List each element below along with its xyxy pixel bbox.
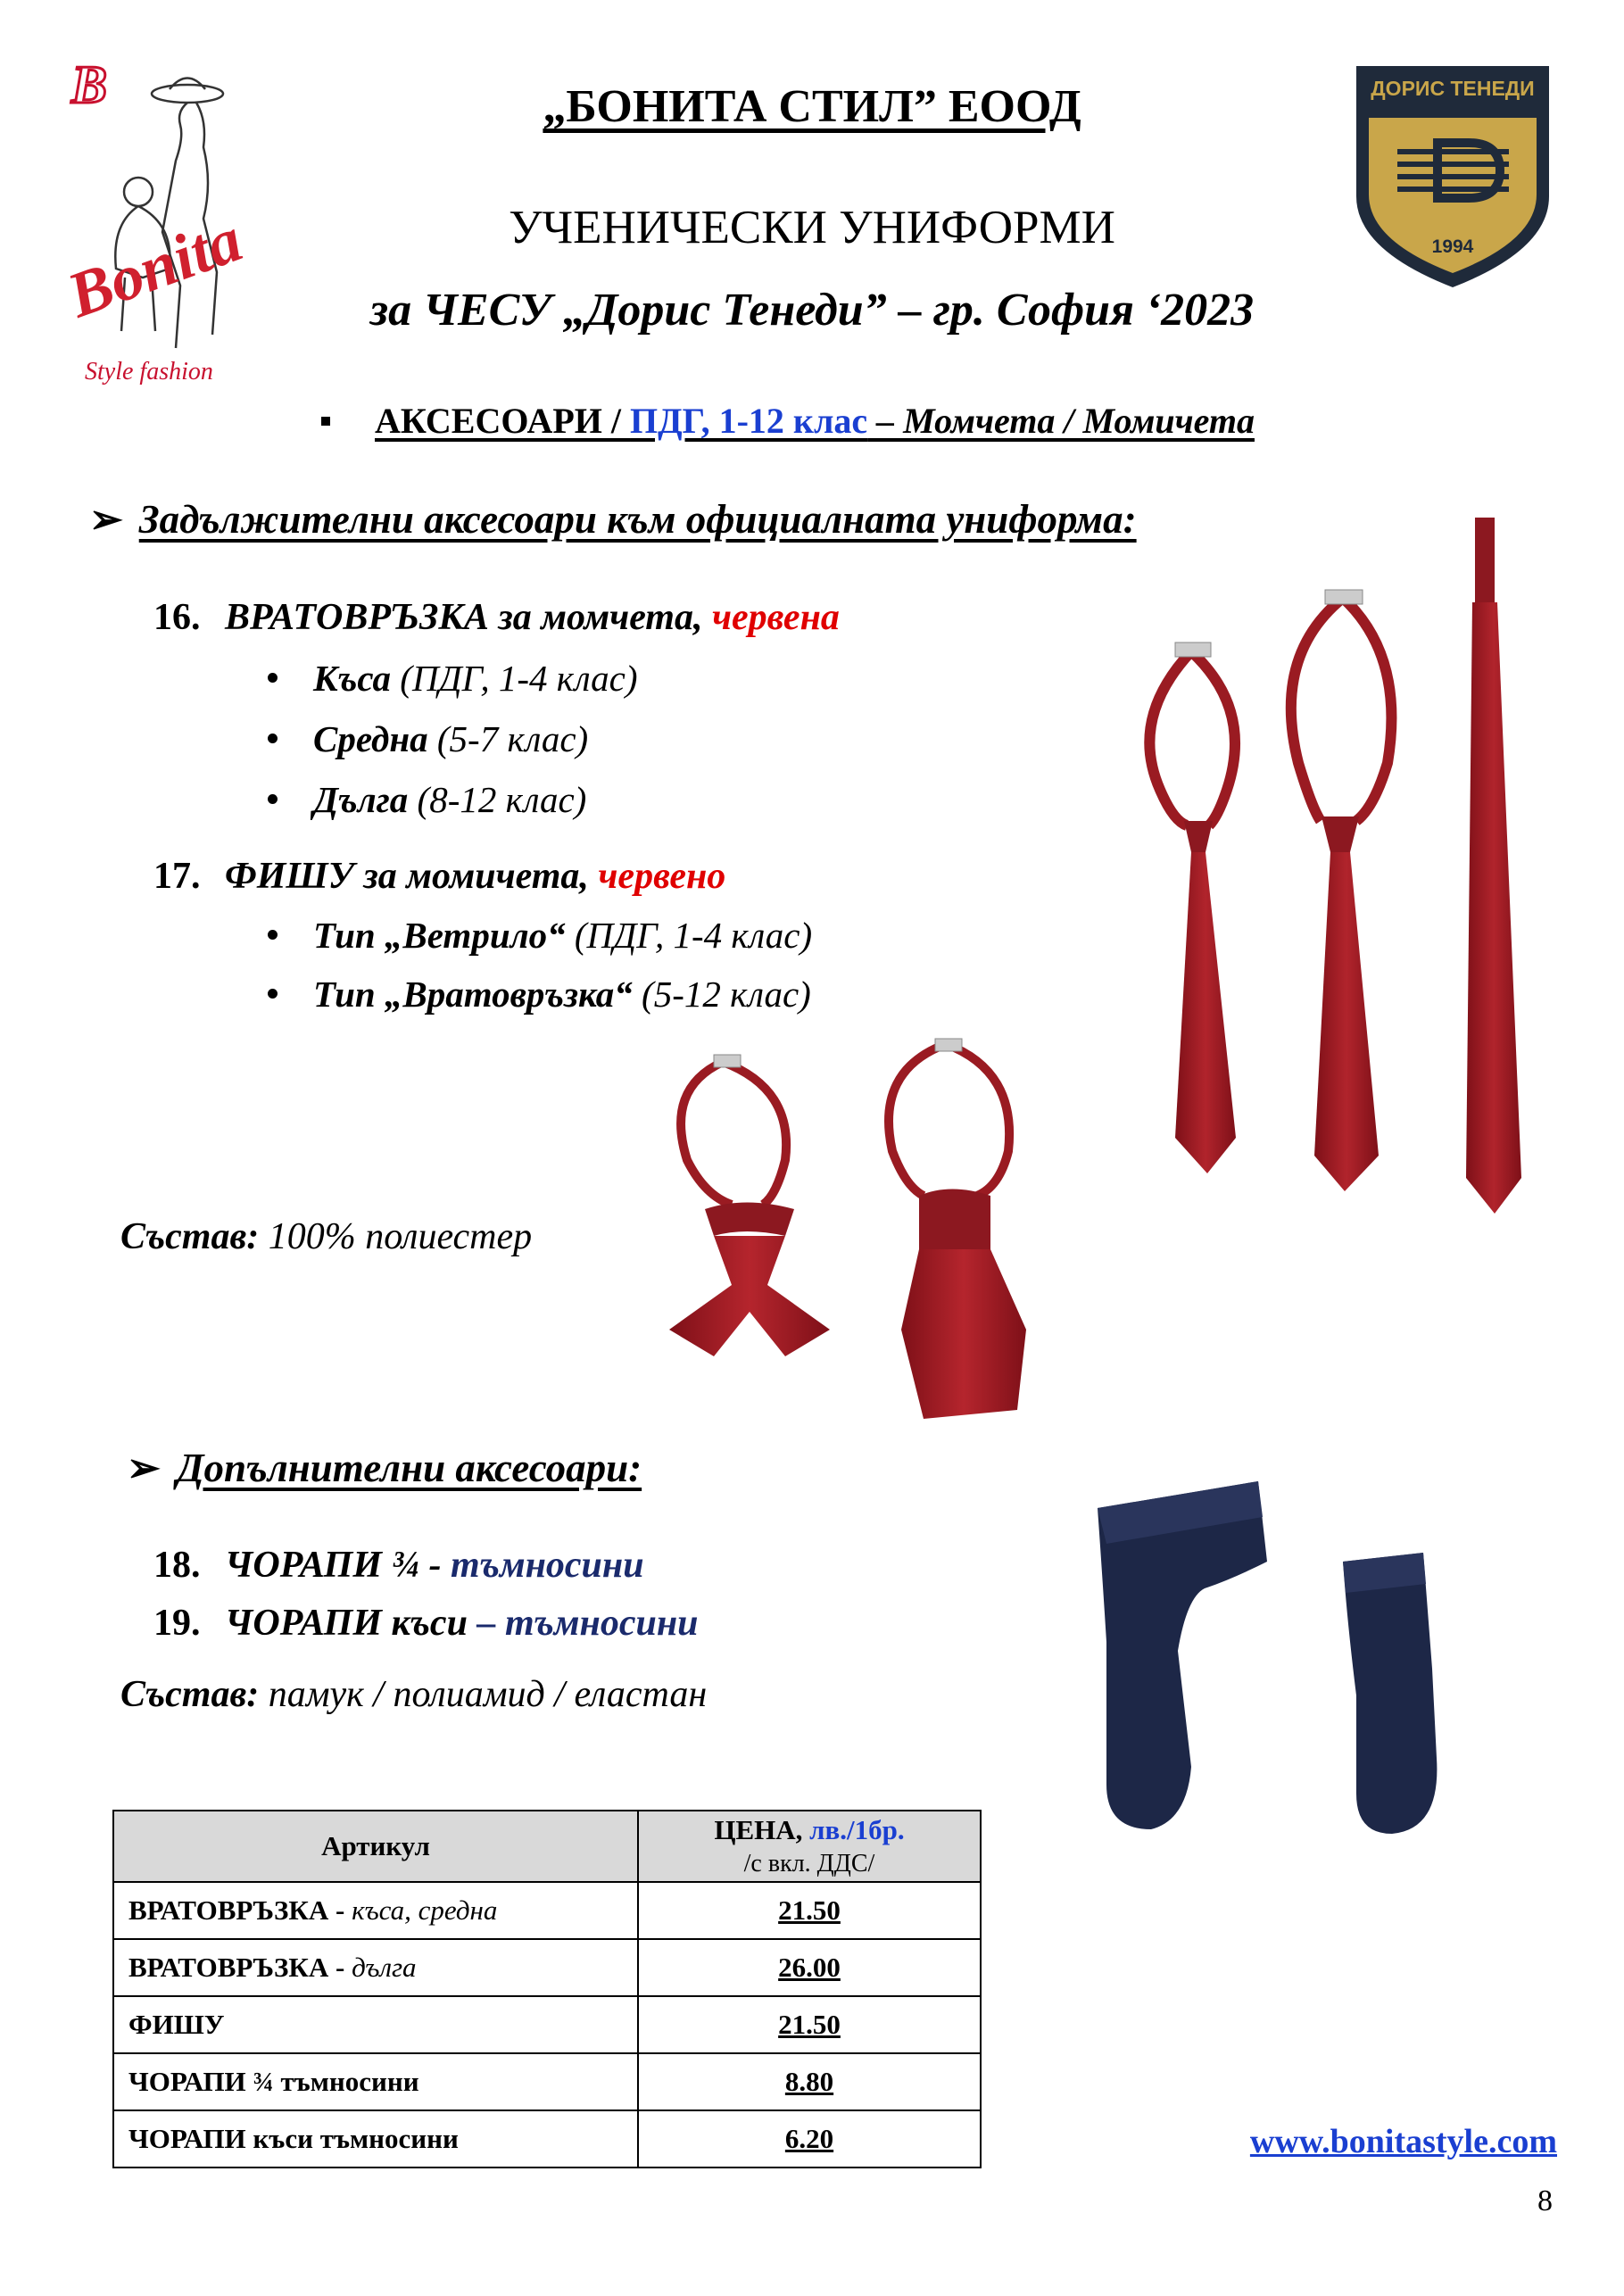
round-bullet-icon [268,734,278,743]
arrow-bullet-icon: ➢ [89,497,123,542]
article-cell [113,2053,638,2110]
website-link[interactable]: www.bonitastyle.com [1249,2123,1557,2160]
article-cell [113,1996,638,2053]
price-cell: 8.80 [638,2053,981,2110]
item-title: ЧОРАПИ къси [225,1603,468,1644]
mandatory-composition [120,1215,532,1258]
item-separator: - [419,1545,452,1586]
item-separator: , [579,856,599,897]
price-cell: 21.50 [638,1882,981,1939]
table-row [113,1882,981,1939]
price-header-label: ЦЕНА, [714,1814,810,1845]
price-header-unit: лв./1бр. [809,1814,905,1845]
article-detail: къса, средна [352,1894,498,1926]
category-suffix: – Момчета / Момичета [867,401,1255,441]
arrow-bullet-icon: ➢ [127,1446,161,1490]
svg-text:Style fashion: Style fashion [85,358,213,385]
item-color: червено [598,856,726,897]
item-19 [153,1602,699,1645]
neckties-image [1120,513,1539,1218]
company-title: „БОНИТА СТИЛ” ЕООД [543,81,1081,132]
table-row [113,2053,981,2110]
category-line [321,400,1255,442]
square-bullet-icon [321,417,330,426]
item-title: ВРАТОВРЪЗКА за момчета [225,597,693,638]
table-row [113,2110,981,2168]
round-bullet-icon [268,673,278,683]
article-name: ФИШУ [128,2009,225,2040]
item-17 [153,855,725,898]
round-bullet-icon [268,989,278,999]
article-cell [113,1939,638,1996]
category-prefix: АКСЕСОАРИ / [375,401,631,441]
column-header-price [638,1811,981,1882]
price-cell: 21.50 [638,1996,981,2053]
item-number: 18. [153,1545,201,1586]
option-name: Тип „Ветрило“ [313,915,566,956]
option-detail: (5-12 клас) [632,974,811,1015]
item-18 [153,1544,644,1587]
document-subtitle: УЧЕНИЧЕСКИ УНИФОРМИ [509,202,1115,253]
school-title: за ЧЕСУ „Дорис Тенеди” – гр. София ‘2023 [369,285,1255,336]
item-color: тъмносини [451,1545,644,1586]
price-cell: 26.00 [638,1939,981,1996]
additional-composition [120,1673,707,1716]
item-title: ФИШУ за момичета [225,856,580,897]
option-name: Дълга [313,779,409,820]
item-color: тъмносини [504,1603,699,1644]
doris-tenedi-logo-year: 1994 [1431,236,1474,257]
article-detail: тъмносини [280,2066,419,2097]
article-cell [113,2110,638,2168]
option-name: Къса [313,658,392,699]
price-cell: 6.20 [638,2110,981,2168]
price-table [112,1810,982,2168]
item-number: 19. [153,1603,201,1644]
additional-heading [127,1444,642,1491]
svg-text:B: B [71,55,108,114]
item-16-option-1 [268,657,638,700]
svg-text:Bonita: Bonita [58,203,252,332]
option-name: Средна [313,718,428,759]
article-cell [113,1882,638,1939]
doris-tenedi-logo-name: ДОРИС ТЕНЕДИ [1371,77,1535,100]
socks-image [1089,1463,1553,1856]
composition-label: Състав: [120,1674,260,1715]
mandatory-heading-text: Задължителни аксесоари към официалната униформа: [138,497,1137,542]
table-header-row [113,1811,981,1882]
item-title: ЧОРАПИ ¾ [225,1545,420,1586]
round-bullet-icon [268,930,278,940]
item-16-option-3 [268,778,586,821]
column-header-article: Артикул [113,1811,638,1882]
item-17-option-1 [268,914,812,957]
category-grades: ПДГ, 1-12 клас [630,401,868,441]
composition-label: Състав: [120,1216,260,1257]
item-number: 16. [153,597,201,638]
price-header-vat: /с вкл. ДДС/ [743,1850,875,1877]
option-name: Тип „Вратовръзка“ [313,974,633,1015]
composition-value: памук / полиамид / еластан [259,1674,708,1715]
option-detail: (ПДГ, 1-4 клас) [565,915,813,956]
article-name: ВРАТОВРЪЗКА - [128,1894,352,1926]
item-16-option-2 [268,717,588,760]
table-row [113,1939,981,1996]
fichu-image [651,1035,1071,1428]
item-color: червена [711,597,840,638]
table-row [113,1996,981,2053]
article-detail: дълга [352,1952,417,1983]
item-separator: – [467,1603,505,1644]
article-name: ЧОРАПИ [128,2123,253,2154]
item-number: 17. [153,856,201,897]
article-name: ВРАТОВРЪЗКА - [128,1952,352,1983]
composition-value: 100% полиестер [259,1216,533,1257]
item-16 [153,596,840,639]
mandatory-heading [89,495,1137,543]
option-detail: (ПДГ, 1-4 клас) [391,658,638,699]
article-detail: къси тъмносини [253,2123,459,2154]
item-separator: , [692,597,712,638]
round-bullet-icon [268,794,278,804]
article-name: ЧОРАПИ ¾ [128,2066,281,2097]
option-detail: (8-12 клас) [408,779,587,820]
item-17-option-2 [268,973,811,1015]
page-number: 8 [1537,2184,1553,2217]
additional-heading-text: Допълнителни аксесоари: [176,1446,642,1490]
option-detail: (5-7 клас) [427,718,589,759]
